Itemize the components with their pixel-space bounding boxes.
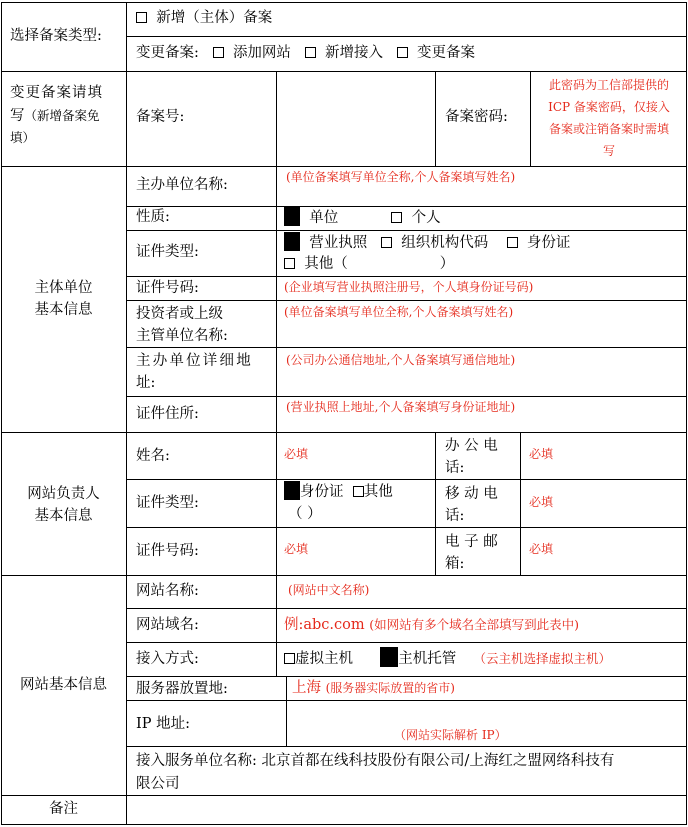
org-name-hint[interactable]: (单位备案填写单位全称,个人备案填写姓名) [286, 170, 516, 184]
divider [126, 396, 687, 397]
website-section-label: 网站基本信息 [20, 677, 107, 693]
checkbox-icon[interactable] [397, 47, 408, 58]
divider [276, 432, 277, 575]
owner-id-other-label: 其他 [363, 484, 393, 500]
checkbox-icon[interactable] [391, 212, 402, 223]
org-code-label: 组织机构代码 [401, 235, 489, 251]
divider [276, 71, 277, 166]
divider [1, 166, 687, 167]
change-section-note: （新增备案免 [24, 108, 100, 123]
checkbox-checked-icon[interactable] [380, 647, 398, 667]
checkbox-icon[interactable] [213, 47, 224, 58]
owner-section-label [1, 483, 126, 527]
server-location-field[interactable] [292, 679, 455, 698]
domain-example: 例:abc.com [284, 617, 365, 633]
checkbox-icon[interactable] [305, 47, 316, 58]
email-label-line: 箱: [445, 556, 465, 572]
checkbox-icon[interactable] [136, 12, 147, 23]
password-note-line: 备案或注销备案时需填 [548, 122, 669, 136]
colocation-label: 主机托管 [398, 651, 457, 667]
office-phone-label [445, 435, 498, 479]
change-section-label-2 [10, 107, 100, 126]
divider [126, 527, 687, 528]
divider [126, 676, 687, 677]
divider [276, 575, 277, 676]
divider [530, 71, 531, 166]
divider [126, 36, 687, 37]
id-number-hint[interactable]: (企业填写营业执照注册号，个人填身份证号码) [284, 280, 534, 294]
mobile-label [445, 483, 498, 527]
divider [520, 432, 521, 575]
divider [126, 230, 687, 231]
server-location-label: 服务器放置地: [136, 681, 228, 697]
new-subject-label: 新增（主体）备案 [156, 10, 273, 26]
address-hint[interactable]: (公司办公通信地址,个人备案填写通信地址) [286, 353, 516, 367]
owner-section-label-line: 基本信息 [34, 508, 93, 524]
filing-password-label: 备案密码: [445, 109, 508, 125]
checkbox-checked-icon[interactable] [284, 232, 300, 251]
change-filing-row [136, 44, 475, 63]
subject-section-label-line: 基本信息 [34, 302, 93, 318]
divider [126, 642, 687, 643]
id-other-label: 其他（ [304, 256, 348, 272]
server-hint: (服务器实际放置的省市) [325, 681, 455, 695]
owner-id-number-required[interactable]: 必填 [284, 542, 309, 556]
change-filing-label: 变更备案 [417, 45, 476, 61]
domain-label: 网站域名: [136, 617, 199, 633]
border-left [1, 2, 2, 825]
access-label: 接入方式: [136, 651, 199, 667]
site-name-label: 网站名称: [136, 583, 199, 599]
divider [126, 276, 687, 277]
divider [126, 2, 127, 825]
new-access-label: 新增接入 [324, 45, 383, 61]
remarks-field[interactable] [128, 797, 685, 823]
divider [126, 479, 687, 480]
address-label-line: 址: [136, 375, 156, 391]
owner-id-type-label: 证件类型: [136, 495, 199, 511]
checkbox-icon[interactable] [353, 486, 364, 497]
office-phone-required[interactable]: 必填 [529, 447, 554, 461]
new-subject-option[interactable] [136, 9, 272, 28]
change-section-label: 变更备案请填 [10, 85, 103, 101]
owner-name-required[interactable]: 必填 [284, 447, 309, 461]
subject-section-label-line: 主体单位 [34, 280, 93, 296]
filing-no-label: 备案号: [136, 109, 185, 125]
divider [286, 676, 287, 746]
divider [126, 700, 687, 701]
nature-org-label: 单位 [309, 210, 339, 226]
remarks-label: 备注 [49, 801, 78, 817]
divider [126, 746, 687, 747]
divider [126, 300, 687, 301]
checkbox-icon[interactable] [507, 237, 518, 248]
owner-name-label: 姓名: [136, 448, 170, 464]
checkbox-checked-icon[interactable] [284, 207, 300, 226]
domain-hint: (如网站有多个域名全部填写到此表中) [369, 617, 580, 632]
border-bottom [1, 824, 687, 825]
divider [1, 432, 687, 433]
provider-text [136, 750, 614, 796]
investor-label-line: 投资者或上级 [136, 306, 223, 322]
domain-field[interactable] [284, 616, 579, 635]
filing-type-label: 选择备案类型: [10, 28, 102, 44]
server-city: 上海 [292, 680, 321, 696]
subject-section-label [1, 277, 126, 321]
virtual-host-label: 虚拟主机 [295, 651, 353, 667]
id-number-label: 证件号码: [136, 280, 199, 296]
provider-line: 接入服务单位名称: 北京首都在线科技股份有限公司/上海红之盟网络科技有 [136, 753, 615, 769]
border-right [686, 2, 687, 825]
border-top [1, 2, 687, 3]
change-label: 变更备案: [136, 45, 199, 61]
checkbox-icon[interactable] [284, 258, 295, 269]
site-name-hint[interactable]: (网站中文名称) [288, 583, 370, 597]
owner-section-label-line: 网站负责人 [27, 486, 100, 502]
email-required[interactable]: 必填 [529, 542, 554, 556]
divider [435, 432, 436, 575]
access-hint: （云主机选择虚拟主机） [473, 651, 611, 666]
id-other-option [284, 255, 454, 274]
owner-id-type-options [284, 481, 393, 502]
divider [1, 575, 687, 576]
id-type-options [284, 232, 570, 253]
investor-label [136, 303, 228, 347]
checkbox-icon[interactable] [381, 237, 392, 248]
provider-line: 限公司 [136, 776, 180, 792]
nature-personal-label: 个人 [411, 210, 441, 226]
checkbox-icon[interactable] [284, 653, 295, 664]
password-note-line: ICP 备案密码，仅接入 [548, 100, 670, 114]
access-options [284, 647, 611, 669]
owner-id-other-paren: （ ） [288, 506, 322, 522]
divider [435, 71, 436, 166]
ip-hint[interactable]: （网站实际解析 IP） [394, 728, 507, 742]
id-card-label: 身份证 [526, 235, 571, 251]
ip-label: IP 地址: [136, 716, 190, 732]
org-name-label: 主办单位名称: [136, 177, 228, 193]
password-note-line: 写 [602, 144, 615, 158]
password-note-line: 此密码为工信部提供的 [548, 78, 669, 92]
nature-label: 性质: [136, 209, 170, 225]
divider [126, 608, 687, 609]
id-type-label: 证件类型: [136, 244, 199, 260]
divider [276, 166, 277, 432]
email-label [445, 531, 498, 575]
address-label-line: 主办单位详细地 [136, 353, 253, 369]
address-label [136, 350, 253, 394]
add-site-label: 添加网站 [232, 45, 291, 61]
change-section-note-2: 填） [10, 130, 36, 145]
office-phone-label-line: 话: [445, 460, 465, 476]
mobile-label-line: 移 动 电 [445, 486, 498, 502]
owner-id-card-label: 身份证 [300, 484, 344, 500]
divider [126, 347, 687, 348]
id-other-close: ） [439, 256, 455, 272]
email-label-line: 电 子 邮 [445, 534, 498, 550]
owner-id-number-label: 证件号码: [136, 543, 199, 559]
office-phone-label-line: 办 公 电 [445, 438, 498, 454]
password-note [532, 74, 686, 162]
business-license-label: 营业执照 [309, 235, 368, 251]
filing-no-input[interactable] [278, 72, 434, 165]
investor-hint[interactable]: (单位备案填写单位全称,个人备案填写姓名) [284, 305, 514, 319]
id-address-label: 证件住所: [136, 406, 199, 422]
investor-label-line: 主管单位名称: [136, 328, 228, 344]
mobile-label-line: 话: [445, 508, 465, 524]
checkbox-checked-icon[interactable] [284, 481, 300, 500]
nature-options [284, 207, 441, 228]
change-section-label-text: 写 [10, 108, 25, 124]
mobile-required[interactable]: 必填 [529, 495, 554, 509]
id-address-hint[interactable]: (营业执照上地址,个人备案填写身份证地址) [286, 400, 516, 414]
